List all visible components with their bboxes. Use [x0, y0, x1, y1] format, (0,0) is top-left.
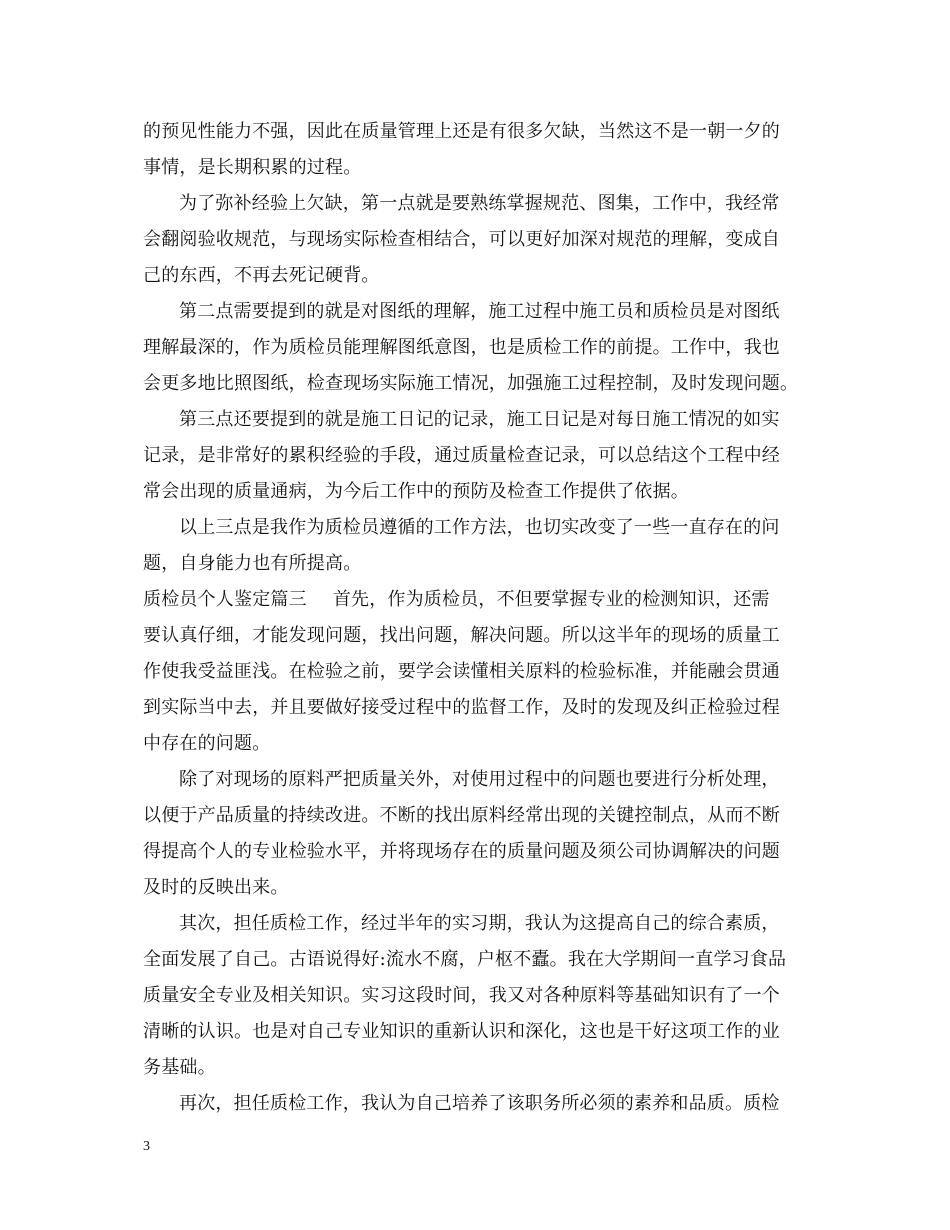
text-line: 全面发展了自己。古语说得好:流水不腐，户枢不蠹。我在大学期间一直学习食品: [143, 949, 787, 970]
text-line: 理解最深的，作为质检员能理解图纸意图，也是质检工作的前提。工作中，我也: [143, 337, 780, 358]
text-line: 会更多地比照图纸，检查现场实际施工情况，加强施工过程控制，及时发现问题。: [143, 373, 799, 394]
text-line: 记录，是非常好的累积经验的手段，通过质量检查记录，可以总结这个工程中经: [143, 445, 780, 466]
text-line: 得提高个人的专业检验水平，并将现场存在的质量问题及须公司协调解决的问题: [143, 841, 780, 862]
text-line: 作使我受益匪浅。在检验之前，要学会读懂相关原料的检验标准，并能融会贯通: [143, 661, 780, 682]
text-line: 会翻阅验收规范，与现场实际检查相结合，可以更好加深对规范的理解，变成自: [143, 229, 780, 250]
section-heading: 质检员个人鉴定篇三: [143, 589, 307, 610]
text-line: 清晰的认识。也是对自己专业知识的重新认识和深化，这也是干好这项工作的业: [143, 1021, 780, 1042]
paragraph-first-line: 其次，担任质检工作，经过半年的实习期，我认为这提高自己的综合素质，: [179, 913, 780, 934]
text-line: 以便于产品质量的持续改进。不断的找出原料经常出现的关键控制点，从而不断: [143, 805, 780, 826]
paragraph-first-line: 以上三点是我作为质检员遵循的工作方法，也切实改变了一些一直存在的问: [179, 517, 780, 538]
section-start-line: [143, 582, 813, 618]
text-line: 事情，是长期积累的过程。: [143, 157, 362, 178]
text-line: 常会出现的质量通病，为今后工作中的预防及检查工作提供了依据。: [143, 481, 689, 502]
text-line: 要认真仔细，才能发现问题，找出问题，解决问题。所以这半年的现场的质量工: [143, 625, 780, 646]
paragraph-first-line: 除了对现场的原料严把质量关外，对使用过程中的问题也要进行分析处理，: [179, 769, 780, 790]
paragraph-first-line: 为了弥补经验上欠缺，第一点就是要熟练掌握规范、图集，工作中，我经常: [179, 193, 780, 214]
text-line: 的预见性能力不强，因此在质量管理上还是有很多欠缺，当然这不是一朝一夕的: [143, 121, 780, 142]
paragraph-first-line: 再次，担任质检工作，我认为自己培养了该职务所必须的素养和品质。质检: [179, 1093, 780, 1114]
document-body: [143, 114, 813, 1122]
paragraph-first-line: 第三点还要提到的就是施工日记的记录，施工日记是对每日施工情况的如实: [179, 409, 780, 430]
text-line: 到实际当中去，并且要做好接受过程中的监督工作，及时的发现及纠正检验过程: [143, 697, 780, 718]
page-number: 3: [143, 1139, 150, 1154]
text-line: 己的东西，不再去死记硬背。: [143, 265, 380, 286]
paragraph-first-line: 第二点需要提到的就是对图纸的理解，施工过程中施工员和质检员是对图纸: [179, 301, 780, 322]
text-line: 质量安全专业及相关知识。实习这段时间，我又对各种原料等基础知识有了一个: [143, 985, 780, 1006]
text-line: 中存在的问题。: [143, 733, 271, 754]
text-line: 务基础。: [143, 1057, 216, 1078]
text-line: 及时的反映出来。: [143, 877, 289, 898]
text-line: 题，自身能力也有所提高。: [143, 553, 362, 574]
text-line: 首先，作为质检员，不但要掌握专业的检测知识，还需: [332, 589, 770, 610]
